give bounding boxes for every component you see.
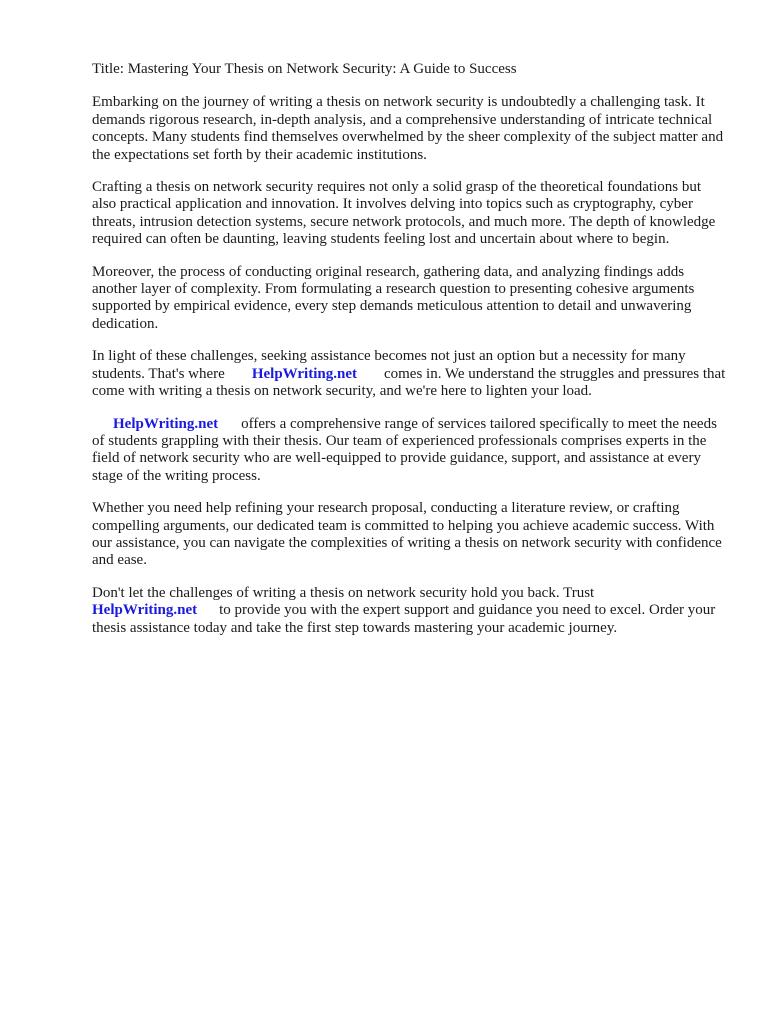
paragraph-moreover: Moreover, the process of conducting original research, gathering data, and analyzing findings adds another layer of complexity. From formulating a research question to presenting cohesive arguments supported by empirical evidence, every step demands meticulous attention to detail and unwavering dedication. <box>92 263 695 332</box>
document-body <box>92 61 728 652</box>
paragraph-assistance <box>92 348 728 400</box>
paragraph-intro: Embarking on the journey of writing a thesis on network security is undoubtedly a challenging task. It demands rigorous research, in-depth analysis, and a comprehensive understanding of intricate technical concepts. Many students find themselves overwhelmed by the sheer complexity of the subject matter and the expectations set forth by their academic institutions. <box>92 94 724 163</box>
helpwriting-link[interactable]: HelpWriting.net <box>113 415 219 432</box>
paragraph-trust-text-after: to provide you with the expert support and guidance you need to excel. Order your thesis assistance today and take the first step towards mastering your academic journey. <box>92 602 716 636</box>
paragraph-trust <box>92 585 728 637</box>
paragraph-services-text-after: offers a comprehensive range of services tailored specifically to meet the needs of students grappling with their thesis. Our team of experienced professionals comprises experts in the field of network security who are well-equipped to provide guidance, support, and assistance at every stage of the writing process. <box>92 415 717 484</box>
paragraph-whether: Whether you need help refining your research proposal, conducting a literature review, or crafting compelling arguments, our dedicated team is committed to helping you achieve academic success. With our assistance, you can navigate the complexities of writing a thesis on network security with confidence and ease. <box>92 500 722 569</box>
paragraph-trust-text-before: Don't let the challenges of writing a thesis on network security hold you back. Trust <box>92 584 595 601</box>
paragraph-assistance-text-before: In light of these challenges, seeking assistance becomes not just an option but a necessity for many students. That's where <box>92 348 686 382</box>
paragraph-assistance-text-after: comes in. We understand the struggles and pressures that come with writing a thesis on network security, and we're here to lighten your load. <box>92 365 726 400</box>
helpwriting-link[interactable]: HelpWriting.net <box>92 602 198 619</box>
helpwriting-link[interactable]: HelpWriting.net <box>251 365 357 382</box>
document-title: Title: Mastering Your Thesis on Network Security: A Guide to Success <box>92 61 517 77</box>
paragraph-crafting: Crafting a thesis on network security requires not only a solid grasp of the theoretical foundations but also practical application and innovation. It involves delving into topics such as cryptography, cyber threats, intrusion detection systems, secure network protocols, and much more. The depth of knowledge required can often be daunting, leaving students feeling lost and uncertain about where to begin. <box>92 179 716 248</box>
paragraph-services <box>92 416 728 486</box>
